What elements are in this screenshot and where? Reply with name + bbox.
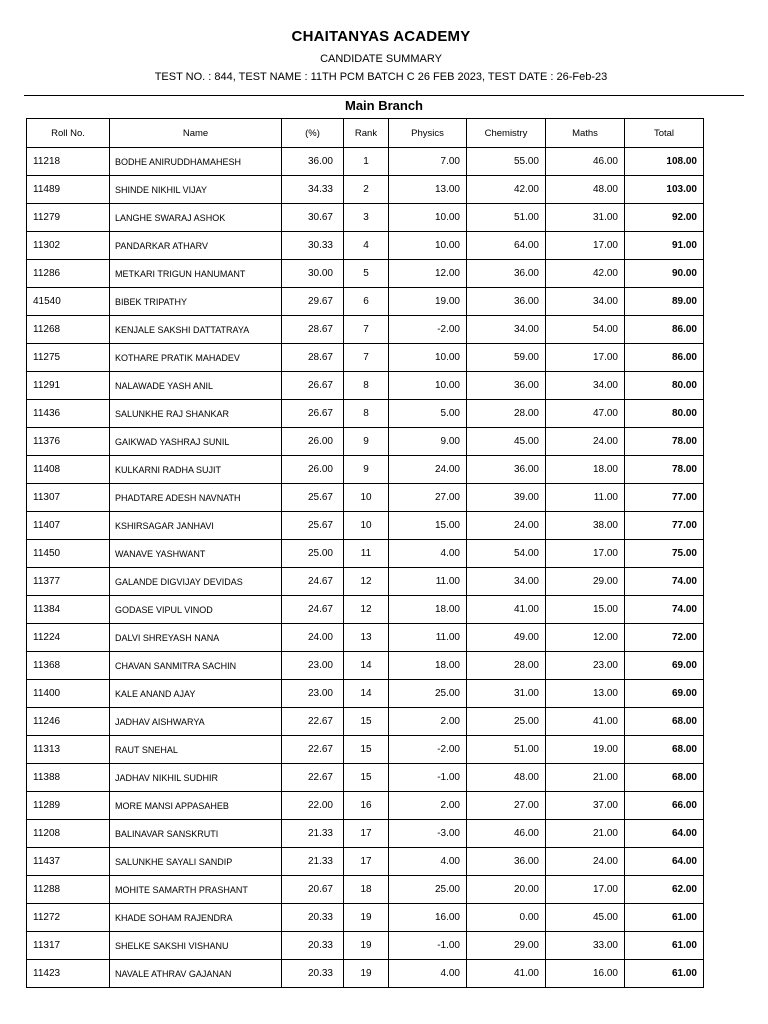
table-body (27, 148, 704, 988)
maths-score-cell: 15.00 (546, 596, 625, 624)
roll-number-cell: 11377 (27, 568, 110, 596)
col-header-total: Total (625, 119, 704, 148)
table-row (27, 736, 704, 764)
student-name-cell: BODHE ANIRUDDHAMAHESH (110, 148, 282, 176)
student-name-cell: LANGHE SWARAJ ASHOK (110, 204, 282, 232)
maths-score-cell: 21.00 (546, 820, 625, 848)
physics-score-cell: -2.00 (389, 316, 467, 344)
rank-cell: 15 (344, 708, 389, 736)
chemistry-score-cell: 36.00 (467, 372, 546, 400)
student-name-cell: METKARI TRIGUN HANUMANT (110, 260, 282, 288)
maths-score-cell: 17.00 (546, 344, 625, 372)
student-name-cell: SALUNKHE RAJ SHANKAR (110, 400, 282, 428)
physics-score-cell: 18.00 (389, 596, 467, 624)
total-score-cell: 89.00 (625, 288, 704, 316)
total-score-cell: 72.00 (625, 624, 704, 652)
total-score-cell: 91.00 (625, 232, 704, 260)
chemistry-score-cell: 27.00 (467, 792, 546, 820)
table-row (27, 680, 704, 708)
col-header-physics: Physics (389, 119, 467, 148)
chemistry-score-cell: 64.00 (467, 232, 546, 260)
total-score-cell: 80.00 (625, 400, 704, 428)
roll-number-cell: 11286 (27, 260, 110, 288)
student-name-cell: GALANDE DIGVIJAY DEVIDAS (110, 568, 282, 596)
student-name-cell: KALE ANAND AJAY (110, 680, 282, 708)
percent-cell: 28.67 (282, 344, 344, 372)
roll-number-cell: 11302 (27, 232, 110, 260)
roll-number-cell: 41540 (27, 288, 110, 316)
chemistry-score-cell: 45.00 (467, 428, 546, 456)
table-row (27, 344, 704, 372)
table-row (27, 764, 704, 792)
academy-title: CHAITANYAS ACADEMY (291, 28, 471, 45)
chemistry-score-cell: 28.00 (467, 400, 546, 428)
chemistry-score-cell: 29.00 (467, 932, 546, 960)
table-row (27, 176, 704, 204)
physics-score-cell: 2.00 (389, 708, 467, 736)
student-name-cell: KENJALE SAKSHI DATTATRAYA (110, 316, 282, 344)
roll-number-cell: 11423 (27, 960, 110, 988)
total-score-cell: 74.00 (625, 596, 704, 624)
total-score-cell: 86.00 (625, 344, 704, 372)
student-name-cell: GAIKWAD YASHRAJ SUNIL (110, 428, 282, 456)
percent-cell: 26.67 (282, 372, 344, 400)
total-score-cell: 64.00 (625, 848, 704, 876)
percent-cell: 29.67 (282, 288, 344, 316)
chemistry-score-cell: 36.00 (467, 288, 546, 316)
percent-cell: 21.33 (282, 820, 344, 848)
physics-score-cell: 16.00 (389, 904, 467, 932)
total-score-cell: 64.00 (625, 820, 704, 848)
percent-cell: 24.67 (282, 568, 344, 596)
total-score-cell: 68.00 (625, 736, 704, 764)
student-name-cell: KHADE SOHAM RAJENDRA (110, 904, 282, 932)
roll-number-cell: 11208 (27, 820, 110, 848)
physics-score-cell: 10.00 (389, 204, 467, 232)
chemistry-score-cell: 48.00 (467, 764, 546, 792)
table-header-row (27, 119, 704, 148)
maths-score-cell: 46.00 (546, 148, 625, 176)
total-score-cell: 86.00 (625, 316, 704, 344)
table-row (27, 876, 704, 904)
table-row (27, 400, 704, 428)
physics-score-cell: 24.00 (389, 456, 467, 484)
percent-cell: 21.33 (282, 848, 344, 876)
col-header-roll: Roll No. (27, 119, 110, 148)
report-subtitle: CANDIDATE SUMMARY (320, 53, 442, 65)
maths-score-cell: 19.00 (546, 736, 625, 764)
percent-cell: 34.33 (282, 176, 344, 204)
rank-cell: 17 (344, 848, 389, 876)
physics-score-cell: 10.00 (389, 372, 467, 400)
total-score-cell: 66.00 (625, 792, 704, 820)
maths-score-cell: 17.00 (546, 232, 625, 260)
roll-number-cell: 11307 (27, 484, 110, 512)
table-row (27, 204, 704, 232)
rank-cell: 13 (344, 624, 389, 652)
student-name-cell: SALUNKHE SAYALI SANDIP (110, 848, 282, 876)
physics-score-cell: 5.00 (389, 400, 467, 428)
table-row (27, 596, 704, 624)
maths-score-cell: 33.00 (546, 932, 625, 960)
table-row (27, 652, 704, 680)
total-score-cell: 62.00 (625, 876, 704, 904)
chemistry-score-cell: 34.00 (467, 316, 546, 344)
student-name-cell: KSHIRSAGAR JANHAVI (110, 512, 282, 540)
chemistry-score-cell: 28.00 (467, 652, 546, 680)
chemistry-score-cell: 36.00 (467, 456, 546, 484)
student-name-cell: MOHITE SAMARTH PRASHANT (110, 876, 282, 904)
rank-cell: 7 (344, 344, 389, 372)
maths-score-cell: 34.00 (546, 288, 625, 316)
chemistry-score-cell: 20.00 (467, 876, 546, 904)
student-name-cell: JADHAV NIKHIL SUDHIR (110, 764, 282, 792)
chemistry-score-cell: 39.00 (467, 484, 546, 512)
table-row (27, 960, 704, 988)
maths-score-cell: 29.00 (546, 568, 625, 596)
percent-cell: 23.00 (282, 680, 344, 708)
total-score-cell: 61.00 (625, 904, 704, 932)
total-score-cell: 77.00 (625, 484, 704, 512)
percent-cell: 22.67 (282, 708, 344, 736)
percent-cell: 26.00 (282, 456, 344, 484)
physics-score-cell: 7.00 (389, 148, 467, 176)
roll-number-cell: 11368 (27, 652, 110, 680)
physics-score-cell: 10.00 (389, 232, 467, 260)
physics-score-cell: 18.00 (389, 652, 467, 680)
student-name-cell: KULKARNI RADHA SUJIT (110, 456, 282, 484)
table-row (27, 288, 704, 316)
table-row (27, 512, 704, 540)
chemistry-score-cell: 25.00 (467, 708, 546, 736)
physics-score-cell: 27.00 (389, 484, 467, 512)
percent-cell: 23.00 (282, 652, 344, 680)
maths-score-cell: 11.00 (546, 484, 625, 512)
percent-cell: 24.00 (282, 624, 344, 652)
total-score-cell: 77.00 (625, 512, 704, 540)
student-name-cell: KOTHARE PRATIK MAHADEV (110, 344, 282, 372)
percent-cell: 24.67 (282, 596, 344, 624)
col-header-name: Name (110, 119, 282, 148)
total-score-cell: 69.00 (625, 680, 704, 708)
physics-score-cell: -1.00 (389, 932, 467, 960)
test-info: TEST NO. : 844, TEST NAME : 11TH PCM BATCH C 26 FEB 2023, TEST DATE : 26-Feb-23 (154, 71, 608, 83)
table-row (27, 232, 704, 260)
roll-number-cell: 11275 (27, 344, 110, 372)
maths-score-cell: 24.00 (546, 848, 625, 876)
student-name-cell: BIBEK TRIPATHY (110, 288, 282, 316)
maths-score-cell: 24.00 (546, 428, 625, 456)
physics-score-cell: 11.00 (389, 624, 467, 652)
table-row (27, 148, 704, 176)
total-score-cell: 74.00 (625, 568, 704, 596)
chemistry-score-cell: 0.00 (467, 904, 546, 932)
table-row (27, 820, 704, 848)
percent-cell: 20.33 (282, 932, 344, 960)
rank-cell: 15 (344, 764, 389, 792)
rank-cell: 19 (344, 932, 389, 960)
rank-cell: 10 (344, 512, 389, 540)
percent-cell: 26.67 (282, 400, 344, 428)
maths-score-cell: 16.00 (546, 960, 625, 988)
student-name-cell: CHAVAN SANMITRA SACHIN (110, 652, 282, 680)
roll-number-cell: 11246 (27, 708, 110, 736)
total-score-cell: 103.00 (625, 176, 704, 204)
col-header-chemistry: Chemistry (467, 119, 546, 148)
total-score-cell: 80.00 (625, 372, 704, 400)
student-name-cell: WANAVE YASHWANT (110, 540, 282, 568)
percent-cell: 30.67 (282, 204, 344, 232)
chemistry-score-cell: 49.00 (467, 624, 546, 652)
percent-cell: 30.33 (282, 232, 344, 260)
chemistry-score-cell: 51.00 (467, 204, 546, 232)
maths-score-cell: 12.00 (546, 624, 625, 652)
maths-score-cell: 31.00 (546, 204, 625, 232)
maths-score-cell: 37.00 (546, 792, 625, 820)
rank-cell: 12 (344, 568, 389, 596)
total-score-cell: 68.00 (625, 708, 704, 736)
roll-number-cell: 11489 (27, 176, 110, 204)
physics-score-cell: 11.00 (389, 568, 467, 596)
maths-score-cell: 47.00 (546, 400, 625, 428)
table-row (27, 624, 704, 652)
roll-number-cell: 11408 (27, 456, 110, 484)
physics-score-cell: 4.00 (389, 960, 467, 988)
student-name-cell: NAVALE ATHRAV GAJANAN (110, 960, 282, 988)
rank-cell: 4 (344, 232, 389, 260)
table-row (27, 372, 704, 400)
rank-cell: 6 (344, 288, 389, 316)
roll-number-cell: 11450 (27, 540, 110, 568)
table-row (27, 540, 704, 568)
physics-score-cell: 15.00 (389, 512, 467, 540)
rank-cell: 3 (344, 204, 389, 232)
chemistry-score-cell: 42.00 (467, 176, 546, 204)
maths-score-cell: 17.00 (546, 876, 625, 904)
total-score-cell: 69.00 (625, 652, 704, 680)
percent-cell: 36.00 (282, 148, 344, 176)
rank-cell: 2 (344, 176, 389, 204)
physics-score-cell: 13.00 (389, 176, 467, 204)
roll-number-cell: 11384 (27, 596, 110, 624)
table-row (27, 848, 704, 876)
col-header-maths: Maths (546, 119, 625, 148)
roll-number-cell: 11400 (27, 680, 110, 708)
percent-cell: 28.67 (282, 316, 344, 344)
roll-number-cell: 11376 (27, 428, 110, 456)
chemistry-score-cell: 34.00 (467, 568, 546, 596)
rank-cell: 15 (344, 736, 389, 764)
roll-number-cell: 11437 (27, 848, 110, 876)
physics-score-cell: 12.00 (389, 260, 467, 288)
roll-number-cell: 11268 (27, 316, 110, 344)
total-score-cell: 61.00 (625, 960, 704, 988)
col-header-rank: Rank (344, 119, 389, 148)
total-score-cell: 61.00 (625, 932, 704, 960)
table-row (27, 484, 704, 512)
report-header (0, 28, 762, 83)
table-row (27, 568, 704, 596)
chemistry-score-cell: 46.00 (467, 820, 546, 848)
total-score-cell: 92.00 (625, 204, 704, 232)
maths-score-cell: 18.00 (546, 456, 625, 484)
percent-cell: 26.00 (282, 428, 344, 456)
roll-number-cell: 11288 (27, 876, 110, 904)
total-score-cell: 68.00 (625, 764, 704, 792)
rank-cell: 16 (344, 792, 389, 820)
physics-score-cell: 4.00 (389, 848, 467, 876)
roll-number-cell: 11224 (27, 624, 110, 652)
table-row (27, 708, 704, 736)
chemistry-score-cell: 51.00 (467, 736, 546, 764)
student-name-cell: MORE MANSI APPASAHEB (110, 792, 282, 820)
student-name-cell: SHELKE SAKSHI VISHANU (110, 932, 282, 960)
maths-score-cell: 48.00 (546, 176, 625, 204)
physics-score-cell: 25.00 (389, 876, 467, 904)
percent-cell: 30.00 (282, 260, 344, 288)
total-score-cell: 90.00 (625, 260, 704, 288)
student-name-cell: JADHAV AISHWARYA (110, 708, 282, 736)
maths-score-cell: 34.00 (546, 372, 625, 400)
rank-cell: 10 (344, 484, 389, 512)
roll-number-cell: 11407 (27, 512, 110, 540)
percent-cell: 25.67 (282, 484, 344, 512)
table-row (27, 260, 704, 288)
table-row (27, 792, 704, 820)
student-name-cell: PANDARKAR ATHARV (110, 232, 282, 260)
branch-title: Main Branch (344, 98, 423, 113)
maths-score-cell: 42.00 (546, 260, 625, 288)
chemistry-score-cell: 41.00 (467, 960, 546, 988)
physics-score-cell: 19.00 (389, 288, 467, 316)
rank-cell: 5 (344, 260, 389, 288)
physics-score-cell: 9.00 (389, 428, 467, 456)
maths-score-cell: 45.00 (546, 904, 625, 932)
table-row (27, 316, 704, 344)
total-score-cell: 108.00 (625, 148, 704, 176)
maths-score-cell: 41.00 (546, 708, 625, 736)
chemistry-score-cell: 54.00 (467, 540, 546, 568)
percent-cell: 22.00 (282, 792, 344, 820)
chemistry-score-cell: 36.00 (467, 260, 546, 288)
physics-score-cell: -1.00 (389, 764, 467, 792)
results-table (26, 118, 704, 988)
table-row (27, 932, 704, 960)
percent-cell: 20.33 (282, 904, 344, 932)
maths-score-cell: 54.00 (546, 316, 625, 344)
rank-cell: 19 (344, 960, 389, 988)
maths-score-cell: 13.00 (546, 680, 625, 708)
maths-score-cell: 17.00 (546, 540, 625, 568)
rank-cell: 17 (344, 820, 389, 848)
rank-cell: 18 (344, 876, 389, 904)
col-header-percent: (%) (282, 119, 344, 148)
rank-cell: 12 (344, 596, 389, 624)
roll-number-cell: 11279 (27, 204, 110, 232)
total-score-cell: 78.00 (625, 456, 704, 484)
physics-score-cell: -2.00 (389, 736, 467, 764)
rank-cell: 1 (344, 148, 389, 176)
header-divider (24, 95, 744, 96)
chemistry-score-cell: 59.00 (467, 344, 546, 372)
student-name-cell: DALVI SHREYASH NANA (110, 624, 282, 652)
rank-cell: 9 (344, 428, 389, 456)
student-name-cell: GODASE VIPUL VINOD (110, 596, 282, 624)
percent-cell: 22.67 (282, 764, 344, 792)
roll-number-cell: 11218 (27, 148, 110, 176)
physics-score-cell: 10.00 (389, 344, 467, 372)
rank-cell: 11 (344, 540, 389, 568)
total-score-cell: 78.00 (625, 428, 704, 456)
percent-cell: 25.67 (282, 512, 344, 540)
chemistry-score-cell: 36.00 (467, 848, 546, 876)
rank-cell: 8 (344, 400, 389, 428)
physics-score-cell: 4.00 (389, 540, 467, 568)
physics-score-cell: 25.00 (389, 680, 467, 708)
table-row (27, 904, 704, 932)
rank-cell: 7 (344, 316, 389, 344)
table-row (27, 428, 704, 456)
chemistry-score-cell: 41.00 (467, 596, 546, 624)
maths-score-cell: 23.00 (546, 652, 625, 680)
roll-number-cell: 11272 (27, 904, 110, 932)
student-name-cell: RAUT SNEHAL (110, 736, 282, 764)
maths-score-cell: 38.00 (546, 512, 625, 540)
student-name-cell: NALAWADE YASH ANIL (110, 372, 282, 400)
roll-number-cell: 11313 (27, 736, 110, 764)
percent-cell: 22.67 (282, 736, 344, 764)
roll-number-cell: 11388 (27, 764, 110, 792)
physics-score-cell: -3.00 (389, 820, 467, 848)
roll-number-cell: 11436 (27, 400, 110, 428)
chemistry-score-cell: 31.00 (467, 680, 546, 708)
roll-number-cell: 11289 (27, 792, 110, 820)
rank-cell: 19 (344, 904, 389, 932)
percent-cell: 20.67 (282, 876, 344, 904)
student-name-cell: PHADTARE ADESH NAVNATH (110, 484, 282, 512)
physics-score-cell: 2.00 (389, 792, 467, 820)
chemistry-score-cell: 55.00 (467, 148, 546, 176)
roll-number-cell: 11291 (27, 372, 110, 400)
student-name-cell: SHINDE NIKHIL VIJAY (110, 176, 282, 204)
total-score-cell: 75.00 (625, 540, 704, 568)
maths-score-cell: 21.00 (546, 764, 625, 792)
percent-cell: 20.33 (282, 960, 344, 988)
student-name-cell: BALINAVAR SANSKRUTI (110, 820, 282, 848)
rank-cell: 14 (344, 652, 389, 680)
rank-cell: 8 (344, 372, 389, 400)
table-row (27, 456, 704, 484)
percent-cell: 25.00 (282, 540, 344, 568)
chemistry-score-cell: 24.00 (467, 512, 546, 540)
roll-number-cell: 11317 (27, 932, 110, 960)
rank-cell: 9 (344, 456, 389, 484)
rank-cell: 14 (344, 680, 389, 708)
